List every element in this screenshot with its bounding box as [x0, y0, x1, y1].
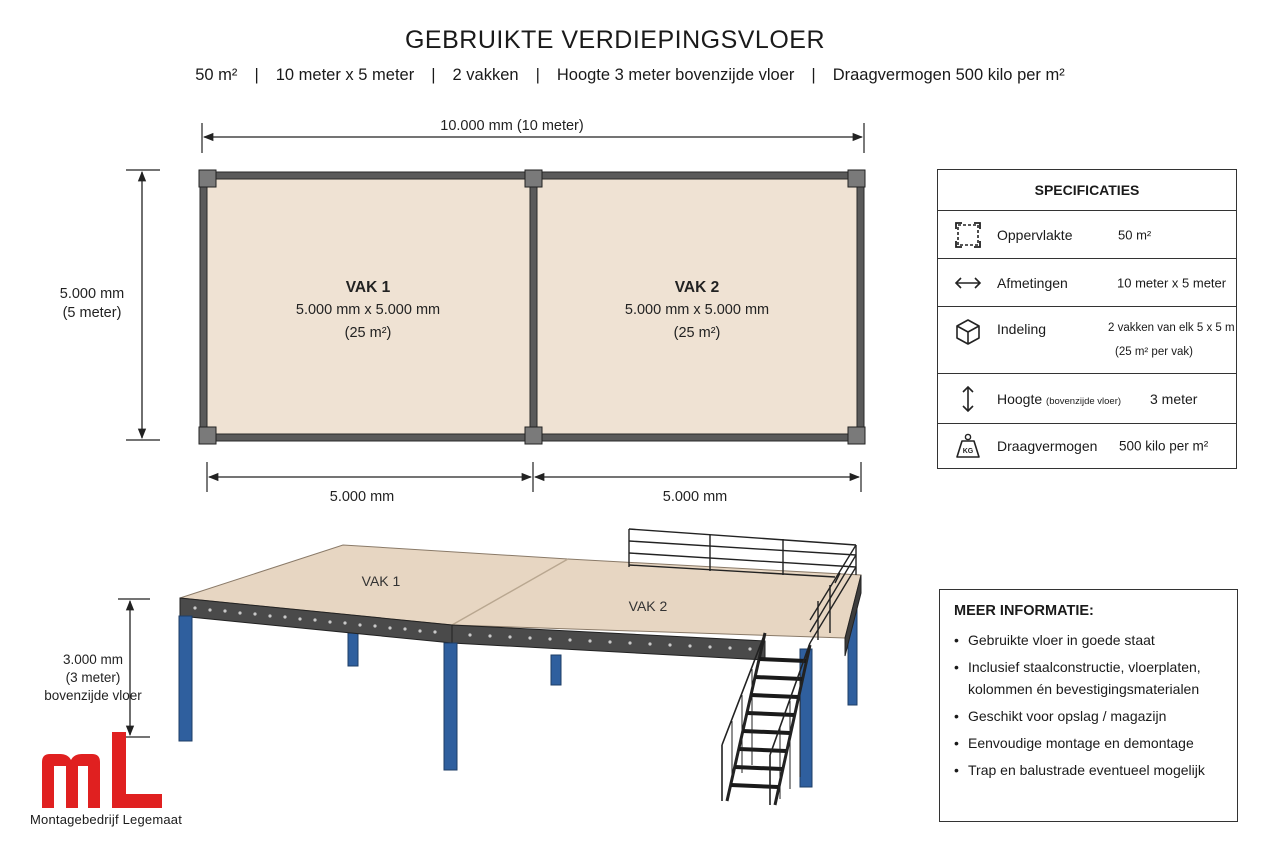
- spec-label: Draagvermogen: [997, 438, 1098, 454]
- subtitle-height: Hoogte 3 meter bovenzijde vloer: [556, 66, 795, 84]
- subtitle-separator: |: [811, 66, 816, 84]
- weight-kg-icon: [954, 432, 982, 460]
- subtitle-separator: |: [254, 66, 259, 84]
- list-item: • Gebruikte vloer in goede staat: [954, 629, 1223, 651]
- spec-label: Afmetingen: [997, 274, 1068, 291]
- spec-value: 2 vakken van elk 5 x 5 m: [1108, 322, 1235, 335]
- width-label: 10.000 mm (10 meter): [440, 118, 584, 134]
- specifications-heading: SPECIFICATIES: [938, 170, 1236, 211]
- floor-plan: [0, 0, 930, 520]
- spec-label: Oppervlakte: [997, 226, 1073, 243]
- double-arrow-vertical-icon: [954, 385, 982, 413]
- company-name: Montagebedrijf Legemaat: [30, 812, 183, 827]
- subtitle-separator: |: [535, 66, 540, 84]
- deck-bay-2-label: VAK 2: [628, 598, 668, 614]
- spec-label-text: Hoogte: [997, 390, 1043, 407]
- spec-label: Indeling: [997, 321, 1047, 338]
- list-item: • Trap en balustrade eventueel mogelijk: [954, 759, 1223, 781]
- bay-1-size: 5.000 mm x 5.000 mm: [295, 302, 441, 318]
- area-icon: [954, 221, 982, 249]
- subtitle-dimensions: 10 meter x 5 meter: [275, 66, 415, 84]
- subtitle-capacity: Draagvermogen 500 kilo per m²: [832, 66, 1065, 84]
- bay-2-size: 5.000 mm x 5.000 mm: [624, 302, 770, 318]
- specifications-table: [937, 169, 1237, 469]
- depth-label-2: (5 meter): [62, 305, 122, 321]
- height-label-1: 3.000 mm: [62, 652, 124, 667]
- more-info-heading: MEER INFORMATIE:: [954, 603, 1094, 619]
- spec-value: 3 meter: [1150, 390, 1198, 407]
- bay-1-width-label: 5.000 mm: [329, 489, 395, 505]
- spec-row-capacity: [938, 424, 1236, 468]
- list-item: • Geschikt voor opslag / magazijn: [954, 705, 1223, 727]
- double-arrow-horizontal-icon: [954, 269, 982, 297]
- height-label-2: (3 meter): [65, 670, 121, 685]
- list-item: • Inclusief staalconstructie, vloerplaten, kolommen én bevestigingsmaterialen: [954, 656, 1223, 700]
- bay-1-name: VAK 1: [345, 279, 391, 296]
- more-info-list: [954, 629, 1223, 781]
- more-info-box: [939, 589, 1238, 822]
- bay-1-area: (25 m²): [344, 325, 392, 341]
- spec-row-layout: [938, 307, 1236, 374]
- spec-label-note: (bovenzijde vloer): [1046, 395, 1122, 407]
- deck-bay-1-label: VAK 1: [361, 573, 401, 589]
- subtitle-sections: 2 vakken: [452, 66, 519, 84]
- depth-label-1: 5.000 mm: [59, 286, 125, 302]
- spec-label: [997, 391, 1121, 407]
- spec-row-height: [938, 374, 1236, 424]
- company-logo: [38, 728, 166, 810]
- height-label-3: bovenzijde vloer: [44, 688, 142, 703]
- subtitle-separator: |: [431, 66, 436, 84]
- bay-2-width-label: 5.000 mm: [662, 489, 728, 505]
- list-item: • Eenvoudige montage en demontage: [954, 732, 1223, 754]
- spec-row-dimensions: [938, 259, 1236, 307]
- page-title: GEBRUIKTE VERDIEPINGSVLOER: [404, 26, 826, 54]
- cube-icon: [954, 318, 982, 346]
- spec-row-area: [938, 211, 1236, 259]
- spec-value: 500 kilo per m²: [1119, 438, 1209, 454]
- spec-value: 50 m²: [1118, 227, 1152, 242]
- bay-2-area: (25 m²): [673, 325, 721, 341]
- weight-icon-text: KG: [962, 448, 974, 455]
- subtitle-area: 50 m²: [195, 66, 238, 84]
- bay-2-name: VAK 2: [674, 279, 720, 296]
- spec-value: 10 meter x 5 meter: [1117, 275, 1227, 290]
- spec-value-2: (25 m² per vak): [1115, 345, 1193, 358]
